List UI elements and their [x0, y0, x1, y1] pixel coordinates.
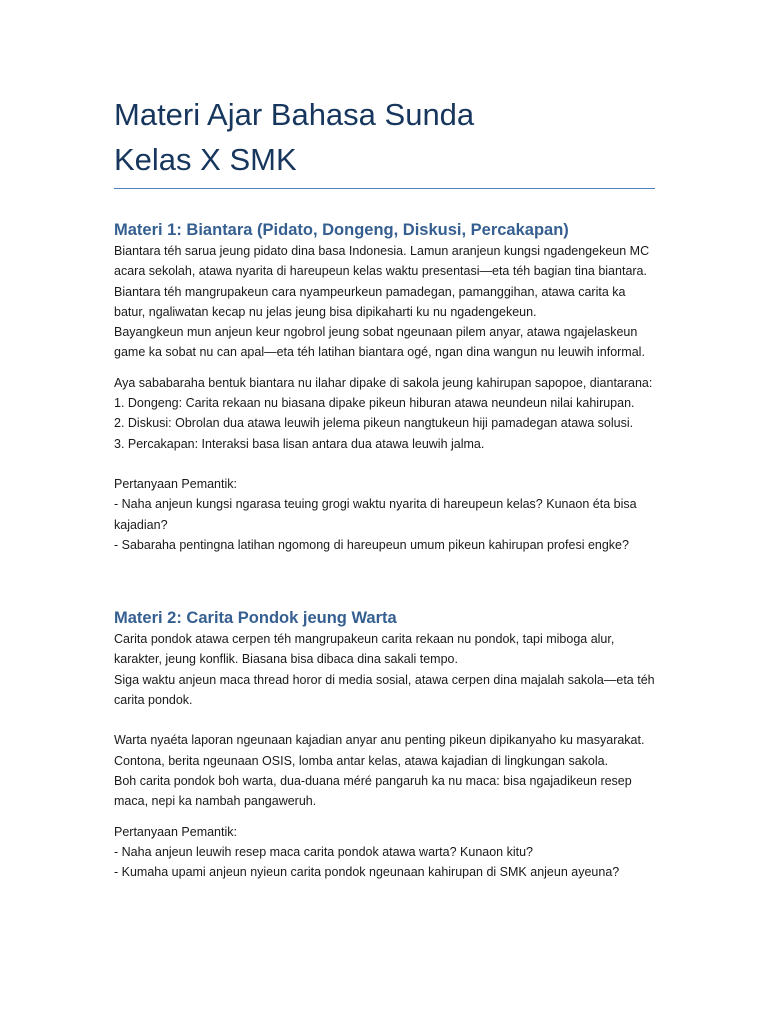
section-heading: Materi 2: Carita Pondok jeung Warta [114, 609, 397, 628]
paragraph-text: Biantara téh mangrupakeun cara nyampeurkeun pamadegan, pamanggihan, atawa carita ka batur, ngaliwatan kecap nu jelas jeung bisa dipikaharti ku nu ngadengekeun. [114, 284, 626, 319]
paragraph-text: Siga waktu anjeun maca thread horor di media sosial, atawa cerpen dina majalah sakola—eta téh carita pondok. [114, 672, 655, 708]
paragraph-text: Warta nyaéta laporan ngeunaan kajadian anyar anu penting pikeun dipikanyaho ku masyarakat. [114, 733, 645, 748]
document-title [114, 0, 660, 182]
document-page [114, 0, 660, 882]
list-item: 1. Dongeng: Carita rekaan nu biasana dipake pikeun hiburan atawa neundeun nilai kahirupan. [114, 396, 635, 411]
questions-block [114, 822, 660, 883]
list-item: 2. Diskusi: Obrolan dua atawa leuwih jelema pikeun nangtukeun hiji pamadegan atawa solusi. [114, 416, 634, 431]
question-item: - Kumaha upami anjeun nyieun carita pondok ngeunaan kahirupan di SMK anjeun ayeuna? [114, 865, 620, 880]
question-item: - Sabaraha pentingna latihan ngomong di hareupeun umum pikeun kahirupan profesi engke? [114, 537, 629, 552]
section-heading: Materi 1: Biantara (Pidato, Dongeng, Diskusi, Percakapan) [114, 221, 569, 239]
list-block [114, 373, 660, 454]
title-underline [114, 188, 655, 189]
questions-label: Pertanyaan Pemantik: [114, 476, 237, 491]
section-materi-1 [114, 219, 660, 555]
paragraph [114, 629, 660, 710]
paragraph-text: Boh carita pondok boh warta, dua-duana méré pangaruh ka nu maca: bisa ngajadikeun resep maca, nepi ka nambah pangaweruh. [114, 773, 632, 809]
questions-label: Pertanyaan Pemantik: [114, 824, 237, 839]
paragraph-text: Bayangkeun mun anjeun keur ngobrol jeung sobat ngeunaan pilem anyar, atawa ngajelaskeun game ka sobat nu can apal—eta téh latihan biantara ogé, ngan dina wangun nu leuwih informal. [114, 325, 645, 360]
paragraph-text: Carita pondok atawa cerpen téh mangrupakeun carita rekaan nu pondok, tapi miboga alur, karakter, jeung konflik. Biasana bisa dibaca dina sakali tempo. [114, 632, 615, 667]
section-materi-2 [114, 607, 660, 882]
list-item: 3. Percakapan: Interaksi basa lisan antara dua atawa leuwih jalma. [114, 436, 485, 451]
title-line-2: Kelas X SMK [114, 142, 297, 177]
question-item: - Naha anjeun leuwih resep maca carita pondok atawa warta? Kunaon kitu? [114, 844, 534, 859]
paragraph-text: Contona, berita ngeunaan OSIS, lomba antar kelas, atawa kajadian di lingkungan sakola. [114, 753, 609, 768]
paragraph [114, 730, 660, 811]
paragraph [114, 241, 660, 363]
title-line-1: Materi Ajar Bahasa Sunda [114, 97, 475, 132]
paragraph-text: Biantara téh sarua jeung pidato dina basa Indonesia. Lamun aranjeun kungsi ngadengekeun MC acara sekolah, atawa nyarita di hareupeun kelas waktu presentasi—eta téh bagian tina biantara. [114, 244, 650, 279]
list-intro: Aya sababaraha bentuk biantara nu ilahar dipake di sakola jeung kahirupan sapopoe, diantarana: [114, 375, 653, 390]
question-item: - Naha anjeun kungsi ngarasa teuing grogi waktu nyarita di hareupeun kelas? Kunaon éta bisa kajadian? [114, 497, 637, 532]
questions-block [114, 474, 660, 555]
